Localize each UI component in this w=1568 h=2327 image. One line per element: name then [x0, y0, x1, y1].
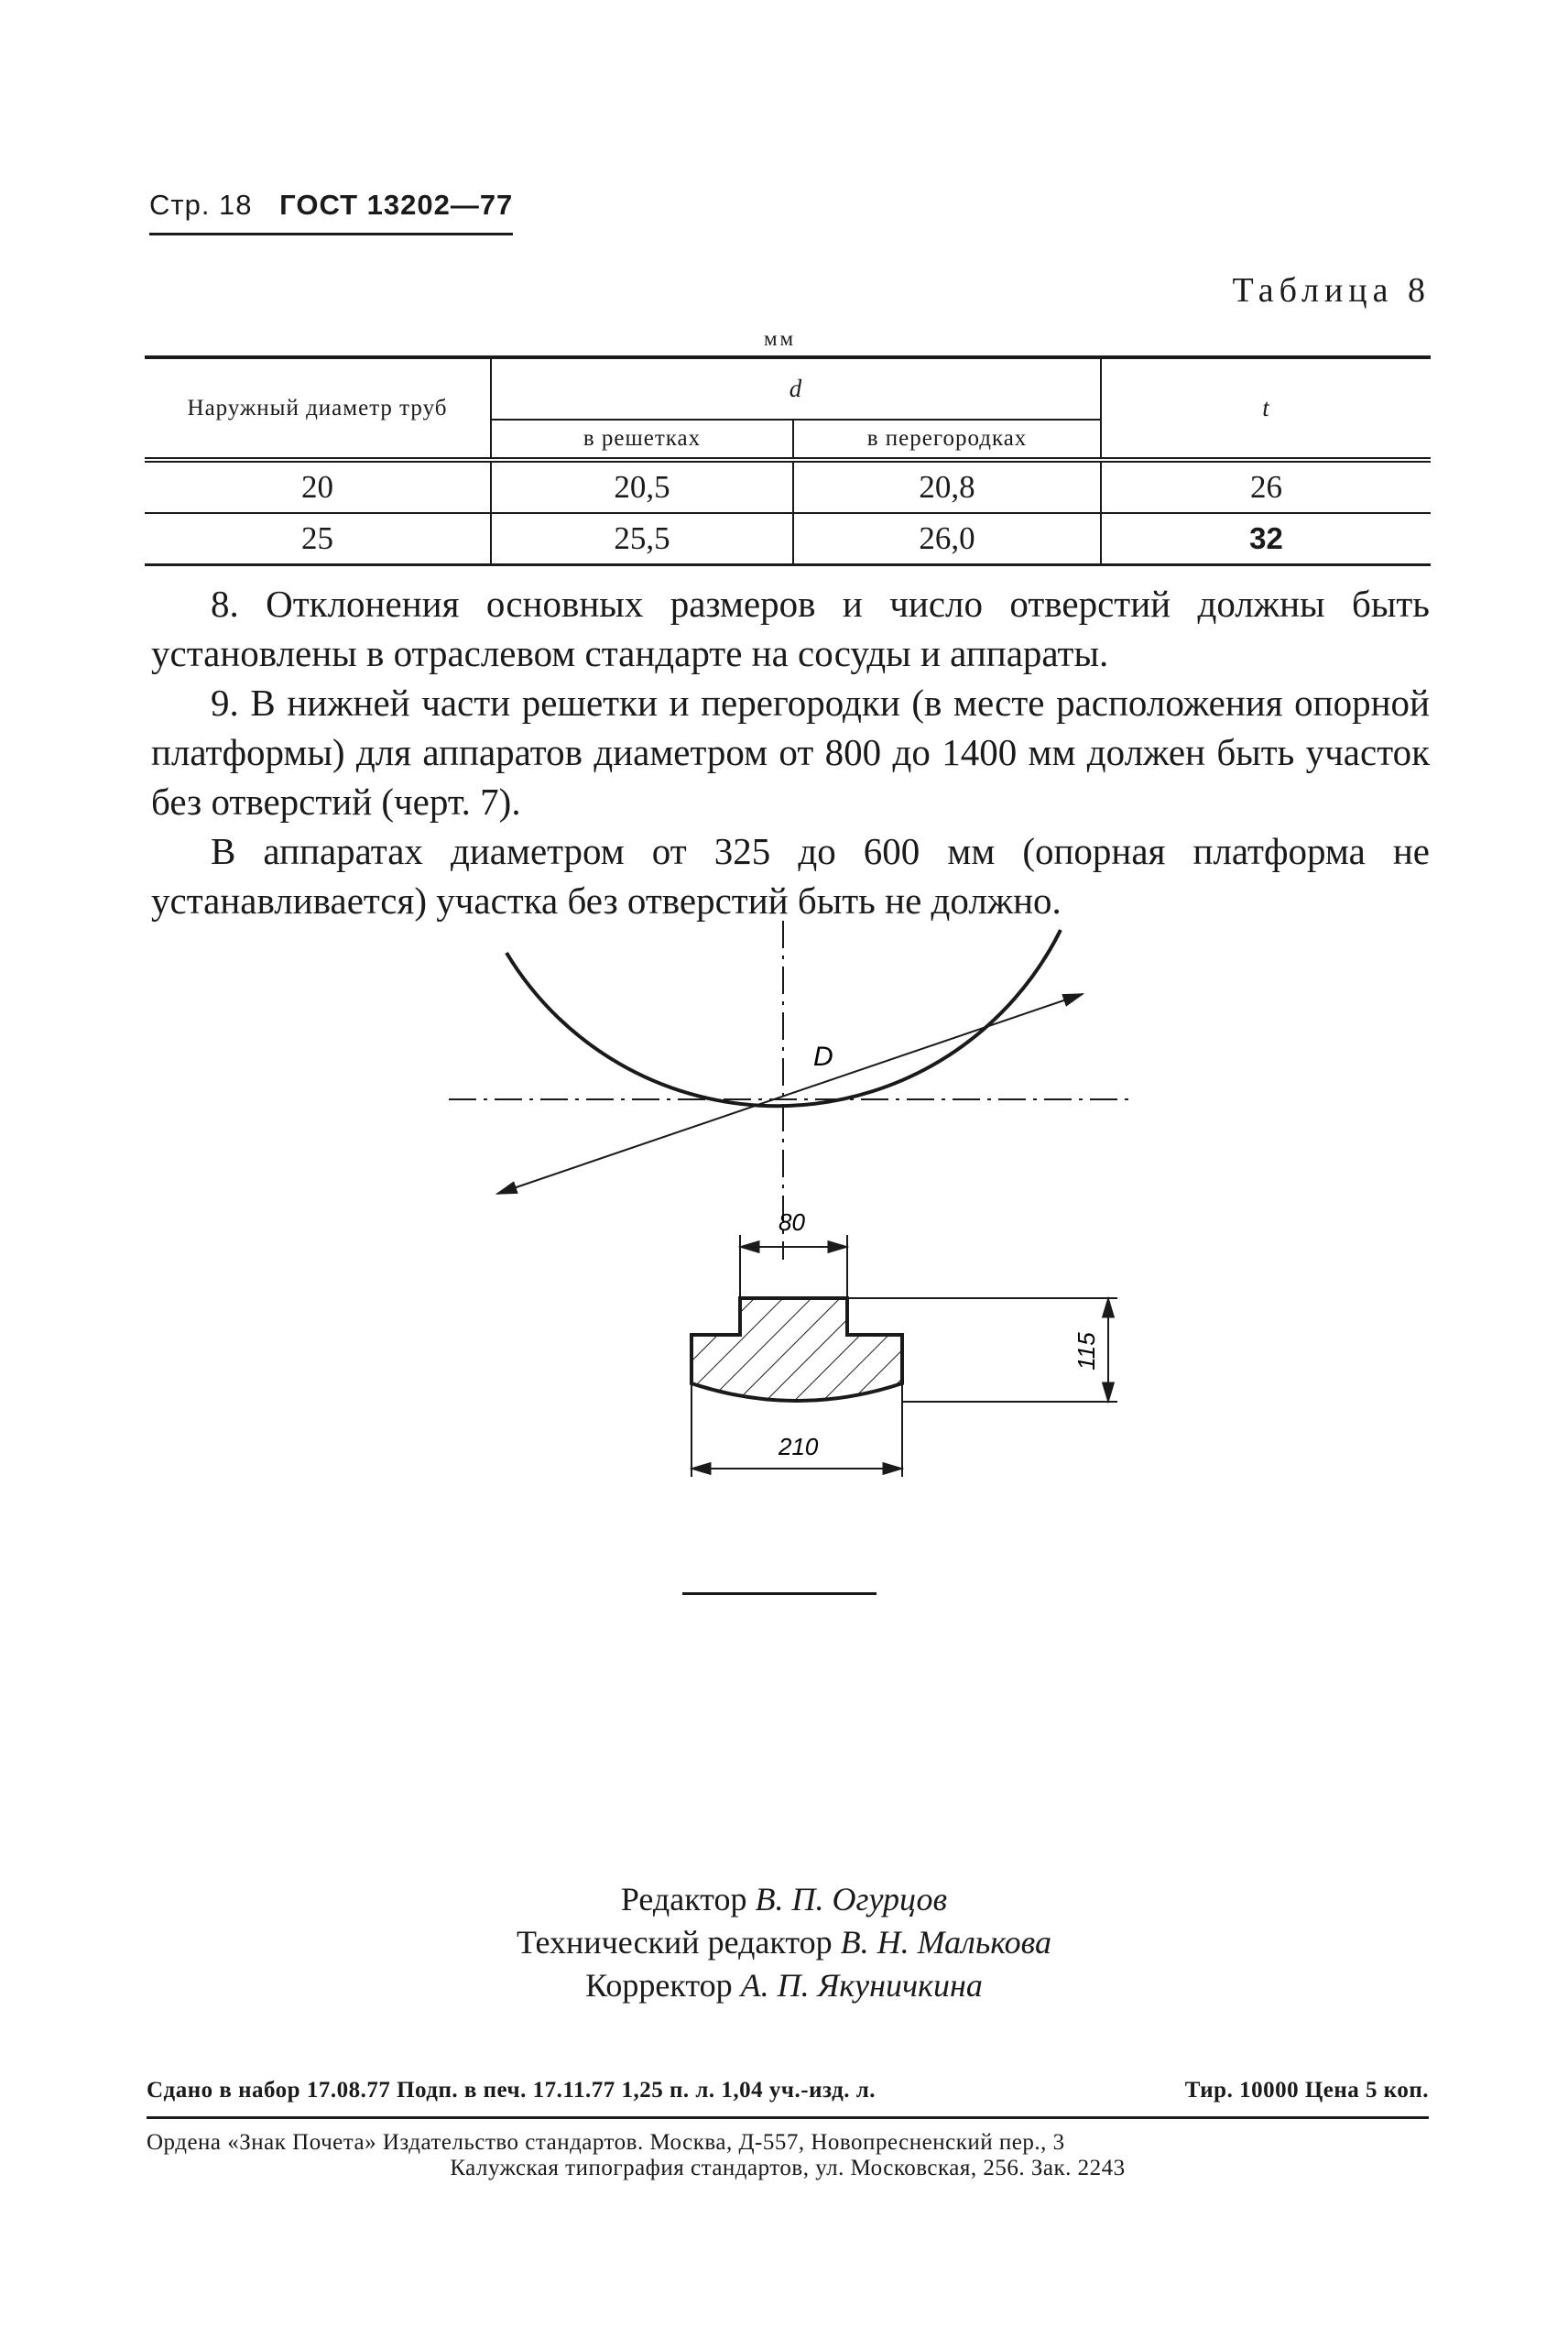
paragraph-8: 8. Отклонения основных размеров и число отверстий должны быть установлены в отраслевом стандарте на сосуды и аппараты. — [151, 583, 1430, 674]
header-d: d — [491, 357, 1101, 420]
credits-tech-editor — [0, 1921, 1568, 1964]
dim-height-label: 115 — [1073, 1332, 1100, 1371]
drawing-7 — [412, 912, 1163, 1498]
cell-t: 32 — [1101, 513, 1431, 565]
dim-top-label: 80 — [779, 1208, 805, 1236]
credits-proofreader — [0, 1964, 1568, 2007]
table-row — [145, 513, 1431, 565]
editor-label: Редактор — [620, 1881, 747, 1917]
dimensions-table — [145, 355, 1431, 566]
credits-editor — [0, 1878, 1568, 1921]
proofreader-label: Корректор — [585, 1967, 733, 2004]
header-t: t — [1101, 357, 1431, 460]
tech-editor-name: В. Н. Малькова — [840, 1924, 1052, 1961]
cell-t: 26 — [1101, 460, 1431, 513]
cell-outer: 20 — [145, 460, 491, 513]
table-row — [145, 460, 1431, 513]
tech-editor-label: Технический редактор — [516, 1924, 833, 1961]
header-outer-diameter: Наружный диаметр труб — [145, 357, 491, 460]
imprint-circulation: Тир. 10000 Цена 5 коп. — [1184, 2078, 1429, 2103]
imprint-print-data — [147, 2078, 1429, 2103]
section-rule — [682, 1592, 877, 1595]
imprint-submitted: Сдано в набор 17.08.77 Подп. в печ. 17.11.77 1,25 п. л. 1,04 уч.-изд. л. — [147, 2078, 876, 2103]
table-caption: Таблица 8 — [1232, 271, 1431, 310]
proofreader-name: А. П. Якуничкина — [740, 1967, 983, 2004]
cell-grid: 20,5 — [491, 460, 793, 513]
paragraph-10: В аппаратах диаметром от 325 до 600 мм (опорная платформа не устанавливается) участка без отверстий быть не должно. — [151, 830, 1430, 922]
support-platform — [691, 1298, 902, 1401]
page-header — [149, 189, 513, 235]
dim-bottom-label: 210 — [779, 1433, 819, 1460]
cell-partition: 20,8 — [793, 460, 1101, 513]
imprint-printer-line: Калужская типография стандартов, ул. Московская, 256. Зак. 2243 — [450, 2156, 1126, 2180]
cell-grid: 25,5 — [491, 513, 793, 565]
diameter-label: D — [813, 1042, 833, 1072]
diameter-line — [497, 994, 1083, 1194]
page-number: Стр. 18 — [149, 189, 253, 221]
editor-name: В. П. Огурцов — [755, 1881, 948, 1917]
header-in-grids: в решетках — [491, 420, 793, 460]
imprint-publisher-line: Ордена «Знак Почета» Издательство стандартов. Москва, Д-557, Новопресненский пер., 3 — [147, 2130, 1065, 2155]
header-in-partitions: в перегородках — [793, 420, 1101, 460]
imprint-publisher — [147, 2116, 1429, 2181]
standard-number: ГОСТ 13202—77 — [279, 189, 514, 221]
cell-partition: 26,0 — [793, 513, 1101, 565]
table-unit: мм — [764, 327, 797, 350]
paragraph-9: 9. В нижней части решетки и перегородки (в месте расположения опорной платформы) для аппаратов диаметром от 800 до 1400 мм должен быть участок без отверстий (черт. 7). — [151, 682, 1430, 823]
cell-outer: 25 — [145, 513, 491, 565]
